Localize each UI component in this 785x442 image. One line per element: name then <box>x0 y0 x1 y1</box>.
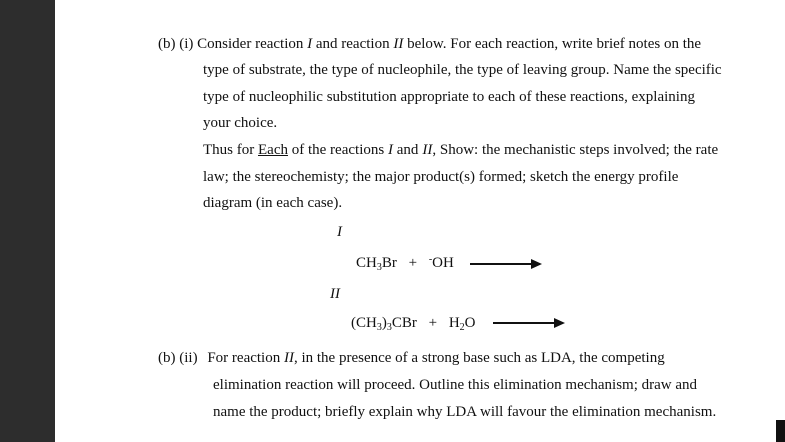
each-underlined: Each <box>258 142 288 158</box>
question-b-i-line-7: diagram (in each case). <box>203 195 343 211</box>
question-b-ii-label: (b) (ii) <box>158 350 198 366</box>
reaction-II-equation: $(CH_3)_3CBr + H_2O$ <box>351 315 476 333</box>
right-edge-mark <box>776 420 785 442</box>
reaction-I-label: I <box>337 224 342 240</box>
question-b-i-line-3: type of nucleophilic substitution appropriate to each of these reactions, explaining <box>203 89 695 105</box>
question-b-i-line-6: law; the stereochemisty; the major product(s) formed; sketch the energy profile <box>203 169 679 185</box>
question-b-i-line-5: Thus for Each of the reactions I and II, Show: the mechanistic steps involved; the rate <box>203 142 719 158</box>
question-b-ii-line-2: elimination reaction will proceed. Outline this elimination mechanism; draw and <box>213 377 698 393</box>
left-margin-bar <box>0 0 55 442</box>
question-b-i-line-2: type of substrate, the type of nucleophile, the type of leaving group. Name the specific <box>203 62 722 78</box>
reaction-II-label: II <box>330 286 340 302</box>
question-b-ii-line-3: name the product; briefly explain why LDA will favour the elimination mechanism. <box>213 404 717 420</box>
question-b-i-line-1: (b) (i) Consider reaction I and reaction II below. For each reaction, write brief notes on the <box>158 36 702 52</box>
question-b-i-label: (b) (i) <box>158 36 194 52</box>
reaction-II-arrow <box>493 322 563 324</box>
question-b-ii-line-1: (b) (ii) For reaction II, in the presence of a strong base such as LDA, the competing <box>158 350 665 366</box>
reaction-I-equation: $CH_3Br + ^-OH$ <box>356 254 454 273</box>
reaction-I-arrow <box>470 263 540 265</box>
question-b-i-line-4: your choice. <box>203 115 278 131</box>
